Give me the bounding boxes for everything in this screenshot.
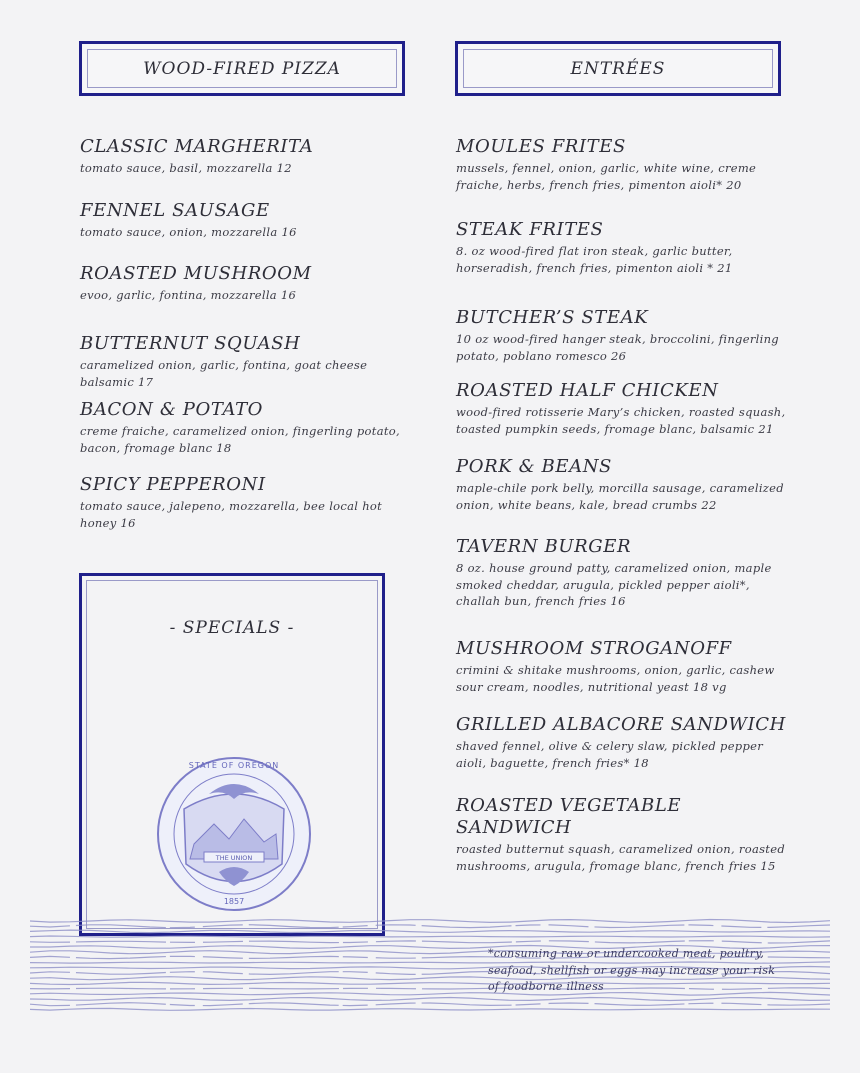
menu-item bbox=[456, 380, 796, 437]
menu-item-name: STEAK FRITES bbox=[456, 219, 604, 240]
menu-item-description: evoo, garlic, fontina, mozzarella 16 bbox=[80, 288, 297, 302]
menu-item-name: GRILLED ALBACORE SANDWICH bbox=[456, 714, 786, 735]
menu-item bbox=[456, 638, 796, 695]
menu-item bbox=[80, 474, 410, 531]
menu-item-name: ROASTED VEGETABLE SANDWICH bbox=[456, 795, 682, 838]
specials-title: - SPECIALS - bbox=[169, 618, 295, 638]
menu-item-description: roasted butternut squash, caramelized onion, roasted mushrooms, arugula, fromage blanc, french fries 15 bbox=[456, 842, 785, 873]
wave-line bbox=[30, 1008, 830, 1010]
menu-item bbox=[80, 200, 410, 241]
menu-item bbox=[456, 714, 796, 771]
menu-item-name: BUTTERNUT SQUASH bbox=[80, 333, 301, 354]
wave-line bbox=[30, 941, 830, 943]
specials-box bbox=[79, 573, 385, 936]
menu-item-description: 8 oz. house ground patty, caramelized onion, maple smoked cheddar, arugula, pickled pepper aioli*, challah bun, french fries 16 bbox=[456, 561, 772, 608]
wave-line bbox=[30, 920, 830, 923]
menu-item-name: TAVERN BURGER bbox=[456, 536, 632, 557]
menu-item-description: 8. oz wood-fired flat iron steak, garlic butter, horseradish, french fries, pimenton aioli * 21 bbox=[456, 244, 733, 275]
wave-line bbox=[30, 998, 830, 1001]
menu-item-description: 10 oz wood-fired hanger steak, broccolini, fingerling potato, poblano romesco 26 bbox=[456, 332, 779, 363]
footnote: *consuming raw or undercooked meat, poultry, seafood, shellfish or eggs may increase your risk of foodborne illness bbox=[488, 947, 776, 993]
menu-item-description: maple-chile pork belly, morcilla sausage, caramelized onion, white beans, kale, bread crumbs 22 bbox=[456, 481, 784, 512]
pizza-heading: WOOD-FIRED PIZZA bbox=[143, 58, 341, 79]
menu-item bbox=[456, 219, 796, 276]
menu-item-description: shaved fennel, olive & celery slaw, pickled pepper aioli, baguette, french fries* 18 bbox=[456, 739, 764, 770]
menu-item bbox=[456, 795, 801, 874]
wave-line bbox=[30, 930, 830, 933]
entrees-section-header bbox=[455, 41, 781, 96]
menu-item-name: MOULES FRITES bbox=[456, 136, 626, 157]
seal-year-label: 1857 bbox=[223, 897, 245, 906]
menu-item-description: tomato sauce, jalepeno, mozzarella, bee local hot honey 16 bbox=[80, 499, 383, 530]
menu-item bbox=[80, 333, 410, 390]
menu-item bbox=[80, 399, 410, 456]
menu-item-description: wood-fired rotisserie Mary’s chicken, roasted squash, toasted pumpkin seeds, fromage blanc, balsamic 21 bbox=[456, 405, 786, 436]
seal-ring-label: STATE OF OREGON bbox=[188, 761, 280, 770]
menu-item-name: ROASTED MUSHROOM bbox=[80, 263, 312, 284]
menu-item bbox=[80, 263, 410, 304]
menu-item-name: SPICY PEPPERONI bbox=[80, 474, 266, 495]
oregon-seal-icon bbox=[154, 754, 314, 914]
menu-item-description: tomato sauce, basil, mozzarella 12 bbox=[80, 161, 292, 175]
entrees-heading: ENTRÉES bbox=[570, 58, 666, 79]
menu-item-description: caramelized onion, garlic, fontina, goat cheese balsamic 17 bbox=[80, 358, 368, 389]
wave-line bbox=[30, 1003, 830, 1006]
menu-item bbox=[456, 136, 796, 193]
menu-item-description: crimini & shitake mushrooms, onion, garlic, cashew sour cream, noodles, nutritional yeast 18 vg bbox=[456, 663, 775, 694]
menu-item bbox=[456, 307, 796, 364]
menu-item-name: FENNEL SAUSAGE bbox=[80, 200, 270, 221]
menu-item-description: creme fraiche, caramelized onion, fingerling potato, bacon, fromage blanc 18 bbox=[80, 424, 400, 455]
menu-item bbox=[80, 136, 410, 177]
wave-line bbox=[30, 936, 830, 937]
menu-item-name: PORK & BEANS bbox=[456, 456, 612, 477]
pizza-section-header bbox=[79, 41, 405, 96]
menu-item-name: BACON & POTATO bbox=[80, 399, 264, 420]
menu-item bbox=[456, 536, 796, 610]
wave-line bbox=[30, 925, 830, 928]
menu-item-name: MUSHROOM STROGANOFF bbox=[456, 638, 732, 659]
menu-item-name: CLASSIC MARGHERITA bbox=[80, 136, 314, 157]
menu-item-description: tomato sauce, onion, mozzarella 16 bbox=[80, 225, 297, 239]
menu-item bbox=[456, 456, 796, 513]
menu-item-name: BUTCHER’S STEAK bbox=[456, 307, 649, 328]
menu-item-name: ROASTED HALF CHICKEN bbox=[456, 380, 719, 401]
menu-item-description: mussels, fennel, onion, garlic, white wine, creme fraiche, herbs, french fries, pimenton aioli* 20 bbox=[456, 161, 757, 192]
seal-banner-label: THE UNION bbox=[215, 854, 253, 862]
